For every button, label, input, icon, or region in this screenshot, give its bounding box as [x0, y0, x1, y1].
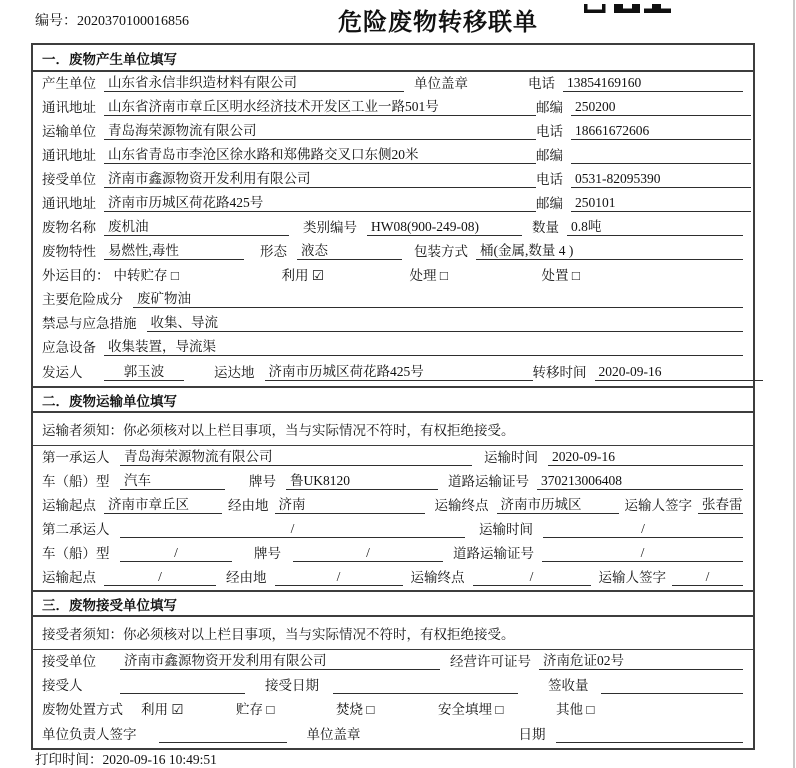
route2-row	[33, 566, 753, 590]
producer-row	[33, 72, 753, 96]
plate1-label: 牌号	[249, 474, 276, 489]
packaging-value: 桶(金属,数量 4 )	[476, 239, 743, 260]
disposal-option-other: 其他 □	[556, 702, 595, 717]
origin1-label: 运输起点	[42, 498, 96, 513]
print-time	[35, 748, 217, 768]
purpose-option-transfer-storage: 中转贮存 □	[113, 268, 180, 283]
emergency-label: 禁忌与应急措施	[42, 316, 137, 331]
disposal-option-storage: 贮存 □	[236, 702, 275, 717]
road2-label: 道路运输证号	[453, 546, 534, 561]
carrier2-value: /	[120, 521, 465, 538]
responsible-sign-row	[33, 722, 753, 748]
hazard-label: 主要危险成分	[42, 292, 123, 307]
category-value: HW08(900-249-08)	[367, 219, 522, 236]
equipment-value: 收集装置，导流渠	[104, 335, 743, 356]
disposal-option-utilize-checkbox: 利用 ☑	[141, 702, 184, 717]
via1-label: 经由地	[228, 498, 269, 513]
destination-label: 运达地	[214, 365, 255, 380]
print-time-value: 2020-09-16 10:49:51	[102, 752, 217, 767]
hazard-value: 废矿物油	[133, 287, 743, 308]
vehicle1-value: 汽车	[120, 469, 225, 490]
shipper-label: 发运人	[42, 365, 83, 380]
license-label: 经营许可证号	[450, 654, 531, 669]
accept-unit-row	[33, 650, 753, 674]
via2-value: /	[275, 569, 403, 586]
time2-label: 运输时间	[479, 522, 533, 537]
serial-label: 编号：	[35, 14, 77, 29]
unit-seal-label-2: 单位盖章	[306, 727, 361, 742]
section-1-header: 一．废物产生单位填写	[33, 45, 753, 72]
plate2-label: 牌号	[254, 546, 281, 561]
end2-value: /	[473, 569, 591, 586]
road1-label: 道路运输证号	[448, 474, 529, 489]
carrier1-value: 青岛海荣源物流有限公司	[120, 445, 472, 466]
destination-value: 济南市历城区荷花路425号	[265, 360, 533, 381]
end2-label: 运输终点	[410, 570, 465, 585]
disposal-row	[33, 698, 753, 722]
zip3-label: 邮编	[536, 196, 563, 211]
zip2-value	[571, 147, 751, 164]
phone2-value: 18661672606	[571, 123, 751, 140]
acceptor-row	[33, 674, 753, 698]
transfer-time-value: 2020-09-16	[595, 364, 763, 381]
time1-value: 2020-09-16	[548, 449, 743, 466]
origin2-value: /	[104, 569, 216, 586]
receiver-address-row	[33, 192, 753, 216]
producer-label: 产生单位	[42, 76, 96, 91]
page-right-edge	[793, 0, 795, 768]
zip3-value: 250101	[571, 195, 751, 212]
purpose-label: 外运目的：	[42, 268, 110, 283]
plate2-value: /	[293, 545, 443, 562]
addr2-value: 山东省青岛市李沧区徐水路和郑佛路交叉口东侧20米	[104, 143, 536, 164]
waste-name-row	[33, 216, 753, 240]
form-value: 液态	[297, 239, 402, 260]
route1-row	[33, 494, 753, 518]
sign2-label: 运输人签字	[598, 570, 666, 585]
sign2-value: /	[672, 569, 743, 586]
receiver-notice: 接受者须知：你必须核对以上栏目事项，当与实际情况不符时，有权拒绝接受。	[33, 617, 753, 650]
date-value	[556, 726, 744, 743]
addr1-value: 山东省济南市章丘区明水经济技术开发区工业一路501号	[104, 95, 536, 116]
zip1-label: 邮编	[536, 100, 563, 115]
purpose-option-treat: 处理 □	[409, 268, 449, 283]
end1-value: 济南市历城区	[497, 493, 619, 514]
accept-date-label: 接受日期	[265, 678, 319, 693]
vehicle2-label: 车（船）型	[42, 546, 110, 561]
purpose-option-utilize-checkbox: 利用 ☑	[281, 268, 324, 283]
emergency-measures-row	[33, 312, 753, 336]
purpose-row	[33, 264, 753, 288]
character-label: 废物特性	[42, 244, 96, 259]
unit-seal-label: 单位盖章	[414, 76, 468, 91]
serial-value: 2020370100016856	[77, 14, 189, 29]
phone1-value: 13854169160	[563, 75, 743, 92]
addr1-label: 通讯地址	[42, 100, 96, 115]
vehicle2-value: /	[120, 545, 232, 562]
transporter-notice: 运输者须知：你必须核对以上栏目事项，当与实际情况不符时，有权拒绝接受。	[33, 413, 753, 446]
accept-date-value	[333, 677, 518, 694]
receiver-value: 济南市鑫源物资开发利用有限公司	[104, 167, 536, 188]
receiver-label: 接受单位	[42, 172, 96, 187]
disposal-option-landfill: 安全填埋 □	[438, 702, 504, 717]
origin2-label: 运输起点	[42, 570, 96, 585]
equipment-label: 应急设备	[42, 340, 96, 355]
character-value: 易燃性,毒性	[104, 239, 244, 260]
transporter-row	[33, 120, 753, 144]
received-qty-value	[601, 677, 744, 694]
packaging-label: 包装方式	[414, 244, 468, 259]
quantity-value: 0.8吨	[567, 215, 743, 236]
carrier1-label: 第一承运人	[42, 450, 110, 465]
print-time-label: 打印时间：	[35, 752, 103, 767]
accept-unit-label: 接受单位	[42, 654, 96, 669]
zip2-label: 邮编	[536, 148, 563, 163]
section-2-header: 二．废物运输单位填写	[33, 386, 753, 413]
responsible-sign-value	[159, 726, 287, 743]
waste-name-value: 废机油	[104, 215, 289, 236]
phone3-value: 0531-82095390	[571, 171, 751, 188]
section-3-header: 三．废物接受单位填写	[33, 590, 753, 617]
receiver-row	[33, 168, 753, 192]
producer-address-row	[33, 96, 753, 120]
origin1-value: 济南市章丘区	[104, 493, 222, 514]
transporter-value: 青岛海荣源物流有限公司	[104, 119, 536, 140]
addr2-label: 通讯地址	[42, 148, 96, 163]
quantity-label: 数量	[532, 220, 559, 235]
transporter-label: 运输单位	[42, 124, 96, 139]
transporter-address-row	[33, 144, 753, 168]
page-title: 危险废物转移联单	[338, 9, 538, 36]
acceptor-label: 接受人	[42, 678, 83, 693]
form-label: 形态	[260, 244, 287, 259]
end1-label: 运输终点	[434, 498, 489, 513]
transfer-time-label: 转移时间	[532, 365, 587, 380]
addr3-value: 济南市历城区荷花路425号	[104, 191, 536, 212]
carrier2-label: 第二承运人	[42, 522, 110, 537]
phone1-label: 电话	[528, 76, 555, 91]
accept-unit-value: 济南市鑫源物资开发利用有限公司	[120, 649, 440, 670]
road2-value: /	[542, 545, 743, 562]
shipper-value: 郭玉波	[104, 360, 184, 381]
disposal-option-incinerate: 焚烧 □	[336, 702, 375, 717]
emergency-equipment-row	[33, 336, 753, 360]
sign1-value: 张春雷	[698, 493, 743, 514]
acceptor-value	[120, 677, 245, 694]
via1-value: 济南	[275, 493, 425, 514]
sign1-label: 运输人签字	[624, 498, 692, 513]
carrier2-row	[33, 518, 753, 542]
plate1-value: 鲁UK8120	[286, 469, 438, 490]
waste-name-label: 废物名称	[42, 220, 96, 235]
qr-code-icon	[584, 0, 674, 9]
phone2-label: 电话	[536, 124, 563, 139]
date-label: 日期	[518, 727, 546, 742]
producer-value: 山东省永信非织造材料有限公司	[104, 71, 404, 92]
time2-value: /	[543, 521, 743, 538]
hazard-row	[33, 288, 753, 312]
addr3-label: 通讯地址	[42, 196, 96, 211]
vehicle1-row	[33, 470, 753, 494]
road1-value: 370213006408	[537, 473, 743, 490]
emergency-value: 收集、导流	[147, 311, 744, 332]
purpose-option-dispose: 处置 □	[541, 268, 581, 283]
received-qty-label: 签收量	[548, 678, 589, 693]
phone3-label: 电话	[536, 172, 563, 187]
category-label: 类别编号	[303, 220, 357, 235]
shipper-row	[33, 360, 753, 386]
time1-label: 运输时间	[484, 450, 538, 465]
disposal-label: 废物处置方式	[42, 702, 123, 717]
license-value: 济南危证02号	[539, 649, 743, 670]
via2-label: 经由地	[226, 570, 267, 585]
carrier1-row	[33, 446, 753, 470]
manifest-form	[31, 43, 755, 750]
waste-character-row	[33, 240, 753, 264]
vehicle1-label: 车（船）型	[42, 474, 110, 489]
zip1-value: 250200	[571, 99, 751, 116]
vehicle2-row	[33, 542, 753, 566]
responsible-label: 单位负责人签字	[42, 727, 137, 742]
